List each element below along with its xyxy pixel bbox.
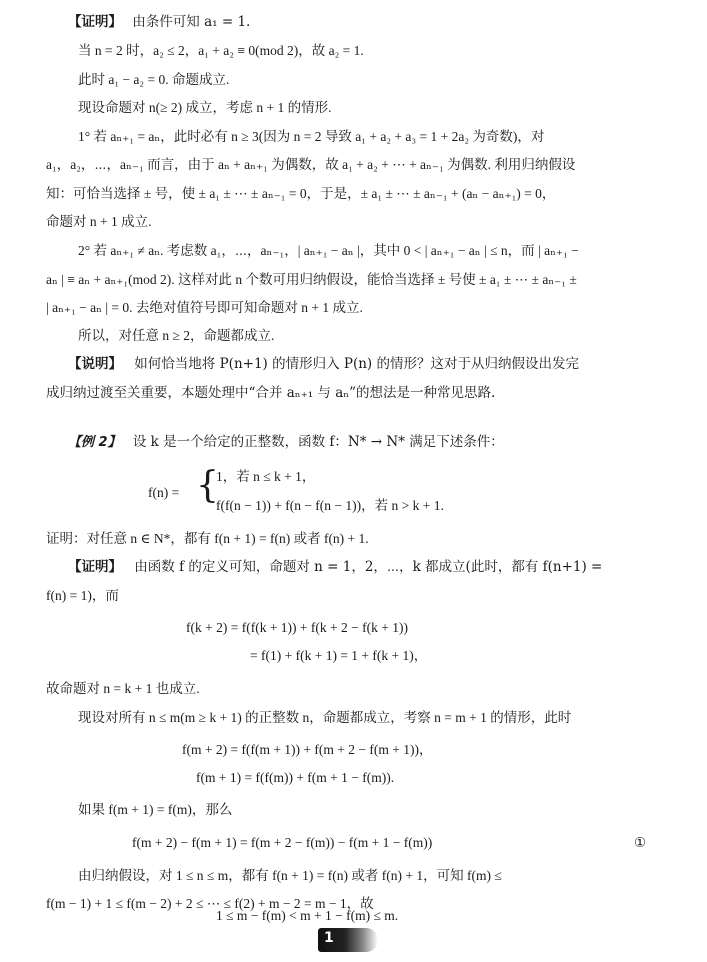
proof-text: 由条件可知 a₁ = 1. [132,14,251,30]
proof-line: | aₙ₊₁ − aₙ | = 0. 去绝对值符号即可知命题对 n + 1 成立. [46,300,363,315]
proof-line: 1° 若 aₙ₊₁ = aₙ，此时必有 n ≥ 3(因为 n = 2 导致 a₁ + a₂ + a₃ = 1 + 2a₂ 为奇数)，对 [78,129,545,144]
page-number-text: 1 [324,930,334,946]
proof-line: 故命题对 n = k + 1 也成立. [46,681,200,696]
example-heading [68,432,504,453]
proof-paragraph-1 [68,12,250,32]
brace-icon: { [196,465,219,506]
example-label: 【例 2】 [68,435,121,450]
proof-line: f(m − 1) + 1 ≤ f(m − 2) + 2 ≤ ⋯ ≤ f(2) + m − 2 = m − 1，故 [46,896,374,911]
proof-line: 当 n = 2 时，a₂ ≤ 2，a₁ + a₂ ≡ 0(mod 2)，故 a₂ = 1. [78,43,364,58]
proof-line: 2° 若 aₙ₊₁ ≠ aₙ. 考虑数 a₁，⋯，aₙ₋₁，| aₙ₊₁ − aₙ |，其中 0 < | aₙ₊₁ − aₙ | ≤ n，而 | aₙ₊₁ − [78,243,579,258]
proof-text: 由函数 f 的定义可知，命题对 n = 1，2，⋯，k 都成立(此时，都有 f(n+1) = [134,559,603,575]
function-case-2: f(f(n − 1)) + f(n − f(n − 1))，若 n > k + 1. [216,498,444,513]
proof-line: a₁，a₂，⋯，aₙ₋₁ 而言，由于 aₙ + aₙ₊₁ 为偶数，故 a₁ + a₂ + ⋯ + aₙ₋₁ 为偶数. 利用归纳假设 [46,157,576,172]
proof-line: f(n) = 1)，而 [46,588,119,603]
proof-line: 如果 f(m + 1) = f(m)，那么 [78,802,233,817]
equation: f(m + 1) = f(f(m)) + f(m + 1 − f(m)). [196,770,395,785]
proof-line: 由归纳假设，对 1 ≤ n ≤ m，都有 f(n + 1) = f(n) 或者 f(n) + 1，可知 f(m) ≤ [78,868,502,883]
proof-line: aₙ | ≡ aₙ + aₙ₊₁(mod 2). 这样对此 n 个数可用归纳假设，能恰当选择 ± 号使 ± a₁ ± ⋯ ± aₙ₋₁ ± [46,272,577,287]
note-label: 【说明】 [68,356,122,372]
proof-label: 【证明】 [68,14,122,30]
equation: f(k + 2) = f(f(k + 1)) + f(k + 2 − f(k + 1)) [186,620,408,635]
example-statement: 设 k 是一个给定的正整数，函数 f：N* → N* 满足下述条件： [132,434,504,450]
note-text: 如何恰当地将 P(n+1) 的情形归入 P(n) 的情形？这对于从归纳假设出发完 [134,356,579,372]
proof-line: 命题对 n + 1 成立. [46,214,152,229]
proof-line: 此时 a₁ − a₂ = 0. 命题成立. [78,72,230,87]
proof-line: 所以，对任意 n ≥ 2，命题都成立. [78,328,275,343]
proof-label: 【证明】 [68,559,122,575]
note-text: 成归纳过渡至关重要，本题处理中“合并 aₙ₊₁ 与 aₙ”的想法是一种常见思路. [46,385,496,401]
proof-line: 现设对所有 n ≤ m(m ≥ k + 1) 的正整数 n，命题都成立，考察 n = m + 1 的情形，此时 [78,710,572,725]
page-number [318,928,378,952]
proof-line: 知：可恰当选择 ± 号，使 ± a₁ ± ⋯ ± aₙ₋₁ = 0，于是，± a₁ ± ⋯ ± aₙ₋₁ + (aₙ − aₙ₊₁) = 0， [46,186,556,201]
proof-line: 现设命题对 n(≥ 2) 成立，考虑 n + 1 的情形. [78,100,332,115]
note-paragraph [68,354,579,374]
function-def-lhs: f(n) = [148,485,180,500]
equation: f(m + 2) − f(m + 1) = f(m + 2 − f(m)) − f(m + 1 − f(m)) [132,835,433,850]
prove-statement: 证明：对任意 n ∈ N*，都有 f(n + 1) = f(n) 或者 f(n) + 1. [46,531,369,546]
equation: 1 ≤ m − f(m) < m + 1 − f(m) ≤ m. [216,908,399,923]
equation: = f(1) + f(k + 1) = 1 + f(k + 1)， [250,648,428,663]
function-case-1: 1，若 n ≤ k + 1， [216,469,316,484]
equation: f(m + 2) = f(f(m + 1)) + f(m + 2 − f(m + 1))， [182,742,433,757]
equation-tag: ① [634,835,647,850]
proof-paragraph-2 [68,557,602,577]
